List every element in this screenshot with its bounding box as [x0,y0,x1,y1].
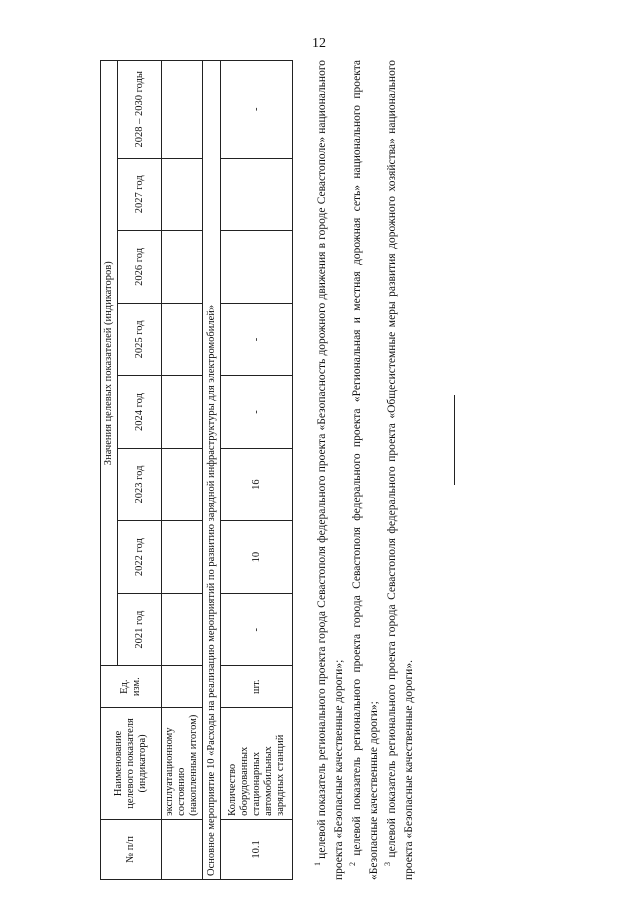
indicators-table [100,60,293,880]
header-year: 2023 год [118,448,162,521]
header-year: 2027 год [118,158,162,231]
cell-num: 10.1 [221,819,293,879]
cell-unit [162,666,203,707]
table-row-10-1 [221,61,293,880]
cell-value: - [221,303,293,376]
header-unit: Ед. изм. [101,666,162,707]
table-row-continuation [162,61,203,880]
cell-name: эксплуатационному состоянию (накопленным итогом) [162,707,203,819]
header-values-group: Значения целевых показателей (индикаторов) [101,61,118,666]
cell-value [162,521,203,594]
landscape-content [100,60,520,880]
cell-value [221,158,293,231]
cell-value [162,593,203,666]
section-title: Основное мероприятие 10 «Расходы на реализацию мероприятий по развитию зарядной инфраструктуры для электромобилей» [203,61,221,880]
end-separator-line [454,395,455,485]
cell-name: Количество оборудованных стационарных автомобильных зарядных станций [221,707,293,819]
cell-unit: шт. [221,666,293,707]
header-year: 2025 год [118,303,162,376]
footnotes [312,60,418,880]
cell-value: - [221,593,293,666]
cell-value [162,303,203,376]
header-num: № п/п [101,819,162,879]
footnote: $^3$ целевой показатель регионального проекта города Севастополя федерального проекта «Общесистемные меры развития дорожного хозяйства» национального проекта «Безопасные качественные дороги». [383,59,415,880]
header-row-group [101,61,118,880]
cell-num [162,819,203,879]
header-year: 2028 – 2030 годы [118,61,162,159]
cell-value [162,231,203,304]
cell-value [162,61,203,159]
header-year: 2026 год [118,231,162,304]
cell-value: - [221,61,293,159]
header-year: 2021 год [118,593,162,666]
cell-value [162,376,203,449]
table-row-section [203,61,221,880]
header-year: 2022 год [118,521,162,594]
cell-value: 16 [221,448,293,521]
footnote: $^2$ целевой показатель регионального проекта города Севастополя федерального проекта «Региональная и местная дорожная сеть» национального проекта «Безопасные качественные дороги»; [348,60,380,880]
header-name: Наименование целевого показателя (индикатора) [101,707,162,819]
cell-value [162,448,203,521]
cell-value: 10 [221,521,293,594]
page-number: 12 [312,36,326,51]
cell-value [221,231,293,304]
footnote: $^1$ целевой показатель регионального проекта города Севастополя федерального проекта «Безопасность дорожного движения в городе Севастополе» национального проекта «Безопасные качественные дороги»; [313,60,345,880]
cell-value [162,158,203,231]
cell-value: - [221,376,293,449]
header-year: 2024 год [118,376,162,449]
